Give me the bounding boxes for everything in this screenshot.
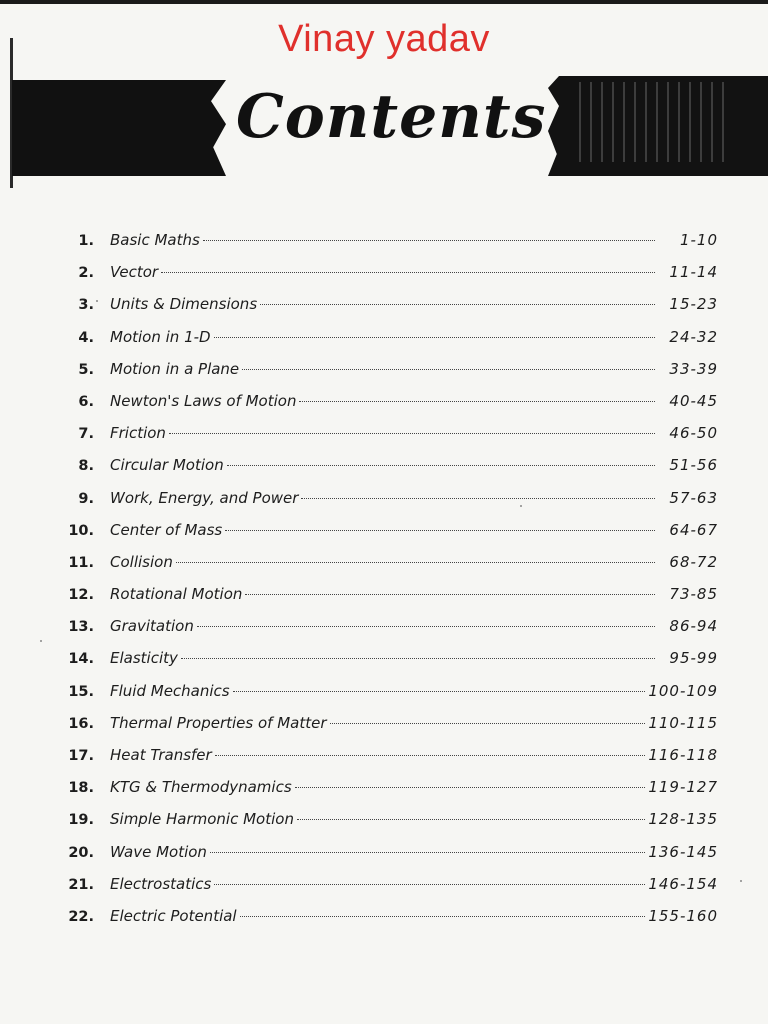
toc-entry-pages: 110-115 [648, 713, 718, 732]
toc-entry-pages: 1-10 [679, 231, 718, 249]
toc-entry-pages: 136-145 [648, 842, 718, 861]
dot-leader [233, 691, 646, 692]
toc-entry [58, 553, 718, 585]
author-name: Vinay yadav [278, 18, 490, 60]
toc-entry-number: 21. [68, 876, 94, 893]
dot-leader [299, 401, 655, 402]
toc-entry-topic: Vector [110, 263, 159, 282]
toc-entry-number: 19. [68, 812, 94, 829]
toc-entry [58, 585, 718, 617]
dot-leader [214, 337, 655, 338]
dot-leader [245, 594, 655, 595]
toc-entry-number: 17. [68, 748, 94, 764]
toc-entry [58, 456, 718, 488]
toc-entry-number: 3. [78, 297, 94, 314]
toc-entry-topic: Center of Mass [110, 520, 223, 539]
toc-entry-number: 22. [68, 908, 94, 925]
page-top-edge [0, 0, 768, 4]
toc-entry [58, 810, 718, 842]
toc-entry-pages: 40-45 [669, 391, 718, 410]
toc-entry-pages: 24-32 [669, 327, 718, 346]
toc-entry-topic: Heat Transfer [110, 746, 212, 764]
toc-entry [58, 875, 718, 907]
toc-entry-number: 5. [78, 361, 94, 378]
dot-leader [169, 433, 655, 434]
dot-leader [197, 626, 655, 627]
banner-left-ink [12, 80, 226, 176]
dot-leader [227, 465, 655, 466]
toc-entry-pages: 57-63 [669, 488, 718, 507]
toc-entry-number: 15. [68, 683, 94, 700]
toc-entry-number: 10. [68, 522, 94, 539]
toc-entry [58, 649, 718, 681]
scan-speck [520, 505, 522, 507]
scan-speck [740, 880, 742, 882]
toc-entry-number: 6. [78, 393, 94, 410]
dot-leader [214, 884, 645, 885]
banner-texture [570, 82, 730, 162]
dot-leader [242, 369, 655, 370]
dot-leader [297, 819, 645, 820]
toc-entry-number: 1. [78, 233, 94, 249]
toc-entry-pages: 155-160 [648, 906, 718, 925]
toc-entry [58, 682, 718, 714]
table-of-contents [58, 231, 718, 939]
dot-leader [260, 304, 655, 305]
toc-entry-topic: Wave Motion [110, 842, 207, 861]
scan-speck [40, 640, 42, 642]
dot-leader [330, 723, 646, 724]
toc-entry-pages: 100-109 [648, 681, 718, 700]
toc-entry-topic: Friction [110, 424, 166, 443]
toc-entry-pages: 64-67 [669, 520, 718, 539]
toc-entry-topic: Elasticity [110, 649, 178, 668]
toc-entry-pages: 146-154 [648, 874, 718, 893]
toc-entry-topic: Circular Motion [110, 456, 224, 475]
toc-entry [58, 424, 718, 456]
toc-entry [58, 295, 718, 327]
toc-entry-pages: 51-56 [669, 456, 718, 475]
dot-leader [210, 852, 645, 853]
dot-leader [215, 755, 646, 756]
scan-speck [96, 300, 98, 302]
toc-entry-pages: 15-23 [669, 295, 718, 314]
toc-entry-topic: Motion in 1-D [110, 327, 211, 346]
toc-entry-pages: 86-94 [669, 617, 718, 636]
dot-leader [161, 272, 655, 273]
toc-entry-pages: 128-135 [648, 810, 718, 829]
toc-entry [58, 843, 718, 875]
toc-entry-number: 16. [68, 715, 94, 732]
toc-entry-pages: 116-118 [648, 746, 718, 764]
toc-entry [58, 231, 718, 263]
toc-entry-number: 18. [68, 780, 94, 797]
toc-entry [58, 489, 718, 521]
toc-entry-topic: Motion in a Plane [110, 359, 240, 378]
toc-entry [58, 328, 718, 360]
dot-leader [203, 240, 655, 241]
toc-entry-number: 9. [78, 490, 94, 507]
toc-entry [58, 778, 718, 810]
dot-leader [176, 562, 655, 563]
toc-entry-number: 20. [68, 844, 94, 861]
toc-entry-pages: 33-39 [669, 359, 718, 378]
toc-entry-topic: Thermal Properties of Matter [110, 713, 327, 732]
page-title: Contents [236, 82, 547, 152]
toc-entry [58, 392, 718, 424]
toc-entry-topic: Fluid Mechanics [110, 681, 230, 700]
toc-entry-number: 11. [68, 554, 94, 571]
toc-entry-topic: Gravitation [110, 617, 194, 636]
toc-entry [58, 617, 718, 649]
toc-entry-pages: 119-127 [648, 778, 718, 797]
toc-entry-topic: Electrostatics [110, 874, 212, 893]
toc-entry-topic: Simple Harmonic Motion [110, 810, 294, 829]
toc-entry-topic: Rotational Motion [110, 585, 243, 604]
dot-leader [240, 916, 646, 917]
toc-entry-pages: 95-99 [669, 649, 718, 668]
toc-entry-topic: Work, Energy, and Power [110, 488, 299, 507]
toc-entry-number: 4. [78, 329, 94, 346]
toc-entry [58, 746, 718, 778]
dot-leader [301, 498, 655, 499]
toc-entry-number: 8. [78, 458, 94, 475]
toc-entry-pages: 68-72 [669, 552, 718, 571]
dot-leader [225, 530, 655, 531]
toc-entry-number: 7. [78, 426, 94, 443]
toc-entry [58, 263, 718, 295]
toc-entry-topic: Units & Dimensions [110, 295, 258, 314]
toc-entry-topic: Newton's Laws of Motion [110, 391, 297, 410]
toc-entry [58, 360, 718, 392]
toc-entry-number: 12. [68, 587, 94, 604]
dot-leader [181, 658, 655, 659]
toc-entry [58, 714, 718, 746]
toc-entry [58, 907, 718, 939]
toc-entry-number: 13. [68, 619, 94, 636]
toc-entry-number: 2. [78, 265, 94, 282]
dot-leader [295, 787, 646, 788]
toc-entry-topic: KTG & Thermodynamics [110, 778, 292, 797]
toc-entry-topic: Basic Maths [110, 231, 200, 249]
toc-entry-pages: 46-50 [669, 424, 718, 443]
toc-entry-topic: Collision [110, 552, 173, 571]
toc-entry-number: 14. [68, 651, 94, 668]
toc-entry-pages: 73-85 [669, 585, 718, 604]
toc-entry-topic: Electric Potential [110, 906, 237, 925]
toc-entry [58, 521, 718, 553]
toc-entry-pages: 11-14 [669, 263, 718, 282]
